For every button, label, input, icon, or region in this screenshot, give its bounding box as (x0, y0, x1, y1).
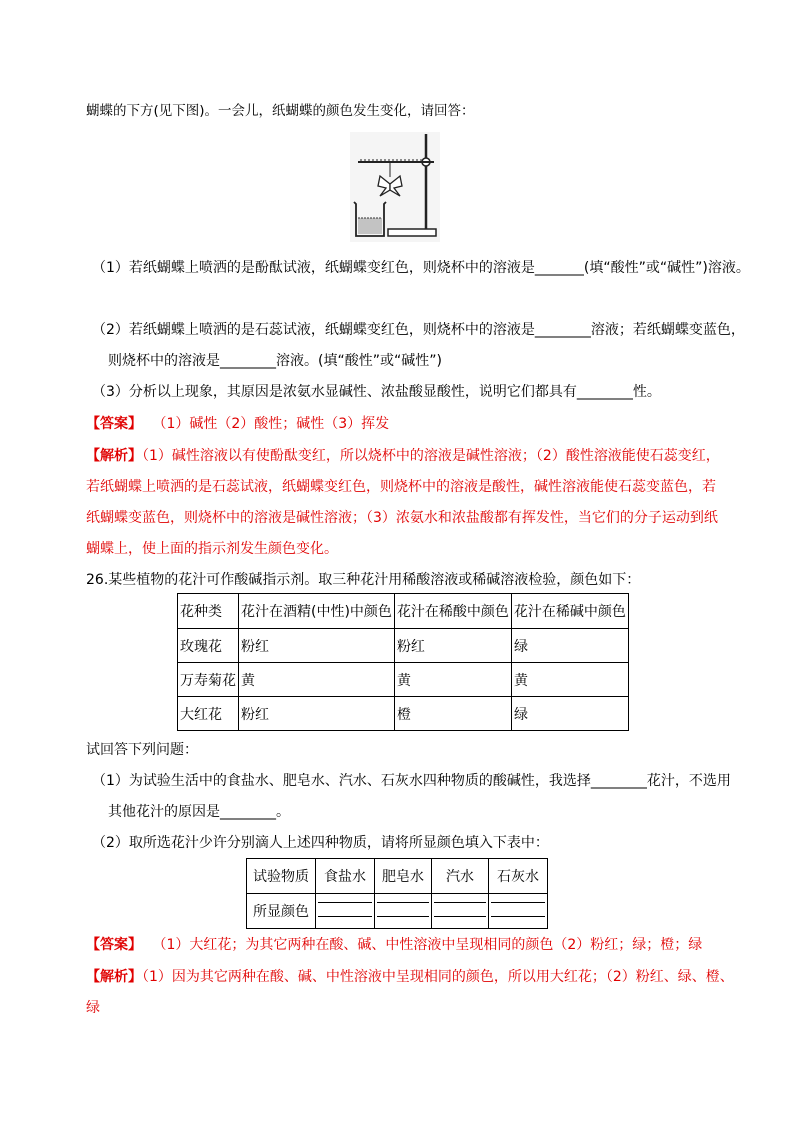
answer-blank (316, 894, 375, 929)
analysis-1-line-2: 若纸蝴蝶上喷洒的是石蕊试液，纸蝴蝶变红色，则烧杯中的溶液是酸性，碱性溶液能使石蕊变蓝色，若 (86, 479, 716, 495)
table-cell: 所显颜色 (247, 894, 316, 929)
table-row (178, 697, 629, 731)
table-header-cell: 花汁在稀酸中颜色 (394, 594, 511, 629)
table-header-cell: 试验物质 (247, 859, 316, 894)
table-cell: 粉红 (239, 629, 395, 663)
table-cell: 大红花 (178, 697, 239, 731)
analysis-text: （1）碱性溶液以有使酚酞变红，所以烧杯中的溶液是碱性溶液；（2）酸性溶液能使石蕊变红， (142, 448, 720, 464)
question-3: （3）分析以上现象，其原因是浓氨水显碱性、浓盐酸显酸性，说明它们都具有________性。 (92, 384, 661, 400)
analysis-1-line-3: 纸蝴蝶变蓝色，则烧杯中的溶液是碱性溶液；（3）浓氨水和浓盐酸都有挥发性，当它们的分子运动到纸 (86, 510, 718, 526)
table-header-cell: 肥皂水 (375, 859, 432, 894)
question-2-line-1: （2）若纸蝴蝶上喷洒的是石蕊试液，纸蝴蝶变红色，则烧杯中的溶液是________溶液；若纸蝴蝶变蓝色， (92, 322, 745, 338)
try-answer-line: 试回答下列问题： (86, 742, 198, 758)
analysis-1-line-1 (86, 446, 720, 466)
table-cell: 万寿菊花 (178, 663, 239, 697)
question-26-2: （2）取所选花汁少许分别滴人上述四种物质，请将所显颜色填入下表中： (92, 835, 549, 851)
test-result-table (246, 858, 548, 929)
table-header-row (178, 594, 629, 629)
table-cell: 黄 (394, 663, 511, 697)
analysis-1-line-4: 蝴蝶上，使上面的指示剂发生颜色变化。 (86, 541, 338, 557)
table-cell: 橙 (394, 697, 511, 731)
question-2-line-2: 则烧杯中的溶液是________溶液。(填“酸性”或“碱性”) (108, 353, 442, 369)
table-row (247, 894, 548, 929)
table-cell: 绿 (511, 697, 628, 731)
apparatus-figure (350, 132, 440, 242)
answer-text: （1）大红花；为其它两种在酸、碱、中性溶液中呈现相同的颜色（2）粉红；绿；橙；绿 (152, 937, 703, 953)
answer-1 (86, 414, 389, 434)
answer-label: 【答案】 (86, 937, 142, 953)
table-cell: 黄 (511, 663, 628, 697)
table-header-cell: 花汁在稀碱中颜色 (511, 594, 628, 629)
question-26-1-line-2: 其他花汁的原因是________。 (108, 804, 290, 820)
analysis-text: （1）因为其它两种在酸、碱、中性溶液中呈现相同的颜色，所以用大红花；（2）粉红、绿、橙、 (142, 969, 734, 985)
question-26-intro: 26.某些植物的花汁可作酸碱指示剂。取三种花汁用稀酸溶液或稀碱溶液检验，颜色如下： (86, 572, 641, 588)
answer-text: （1）碱性（2）酸性；碱性（3）挥发 (152, 416, 390, 432)
table-header-cell: 花种类 (178, 594, 239, 629)
analysis-label: 【解析】 (86, 969, 142, 985)
table-cell: 粉红 (394, 629, 511, 663)
table-cell: 粉红 (239, 697, 395, 731)
answer-label: 【答案】 (86, 416, 142, 432)
flower-color-table (177, 593, 629, 731)
analysis-2-line-1 (86, 967, 734, 987)
analysis-label: 【解析】 (86, 448, 142, 464)
table-header-cell: 石灰水 (489, 859, 548, 894)
answer-blank (375, 894, 432, 929)
question-26-1-line-1: （1）为试验生活中的食盐水、肥皂水、汽水、石灰水四种物质的酸碱性，我选择________花汁，不选用 (92, 773, 731, 789)
table-header-cell: 花汁在酒精(中性)中颜色 (239, 594, 395, 629)
question-1: （1）若纸蝴蝶上喷洒的是酚酞试液，纸蝴蝶变红色，则烧杯中的溶液是_______(填“酸性”或“碱性”)溶液。 (92, 260, 750, 276)
intro-line: 蝴蝶的下方(见下图)。一会儿，纸蝴蝶的颜色发生变化，请回答： (86, 103, 475, 119)
table-header-cell: 食盐水 (316, 859, 375, 894)
table-row (178, 629, 629, 663)
answer-2 (86, 935, 702, 955)
answer-blank (432, 894, 489, 929)
table-header-cell: 汽水 (432, 859, 489, 894)
table-cell: 黄 (239, 663, 395, 697)
table-cell: 绿 (511, 629, 628, 663)
table-header-row (247, 859, 548, 894)
stand-base (388, 229, 436, 236)
answer-blank (489, 894, 548, 929)
table-row (178, 663, 629, 697)
table-cell: 玫瑰花 (178, 629, 239, 663)
analysis-2-line-2: 绿 (86, 1000, 100, 1016)
